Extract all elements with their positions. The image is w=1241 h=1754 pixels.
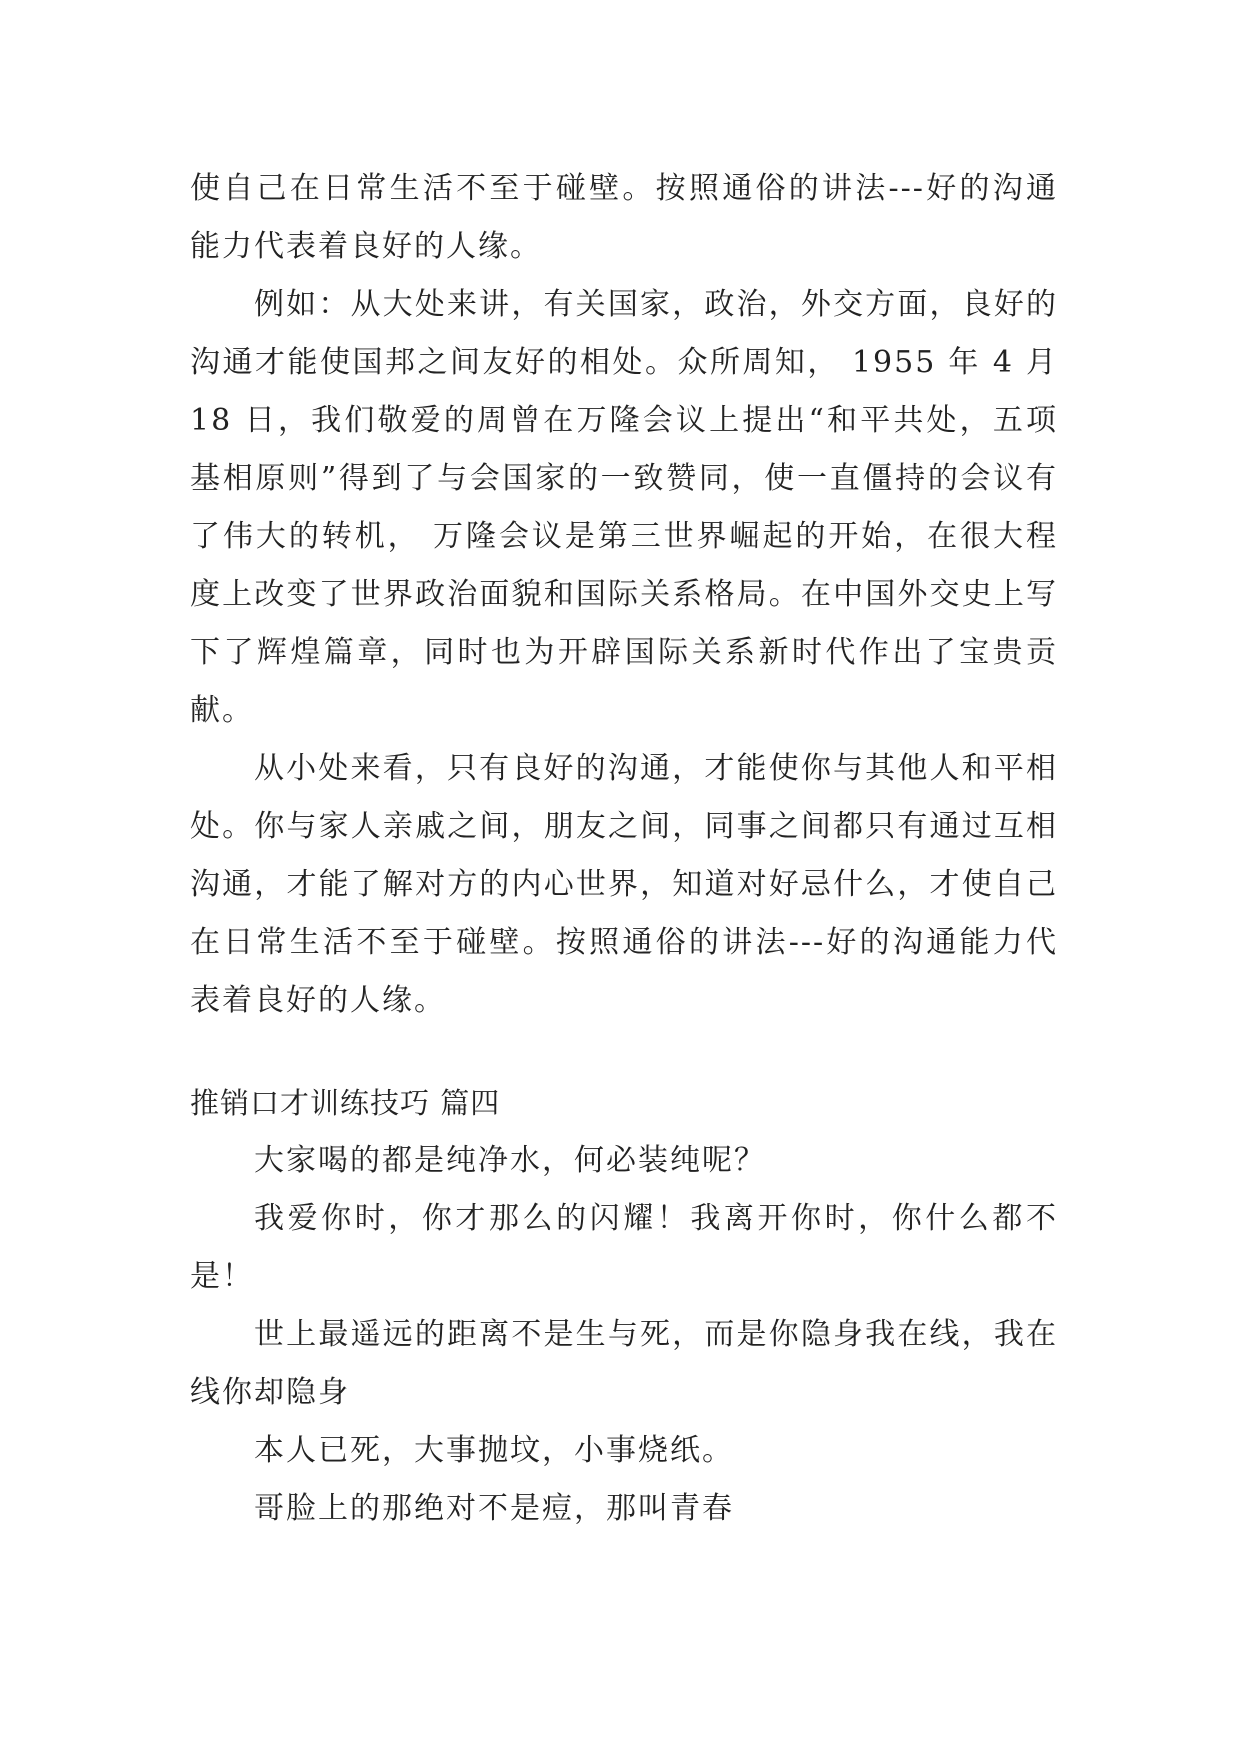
quote-3: 世上最遥远的距离不是生与死，而是你隐身我在线，我在线你却隐身: [190, 1317, 1058, 1410]
quote-4: 本人已死，大事抛坟，小事烧纸。: [254, 1433, 734, 1468]
paragraph-1: 使自己在日常生活不至于碰壁。按照通俗的讲法---好的沟通能力代表着良好的人缘。: [190, 171, 1058, 264]
document-page: [190, 160, 1058, 1538]
section-heading: 推销口才训练技巧 篇四: [190, 1086, 501, 1120]
quote-1: 大家喝的都是纯净水，何必装纯呢？: [254, 1143, 766, 1178]
quote-2: 我爱你时，你才那么的闪耀！我离开你时，你什么都不是！: [190, 1201, 1058, 1294]
quote-5: 哥脸上的那绝对不是痘，那叫青春: [254, 1491, 734, 1526]
paragraph-3: 从小处来看，只有良好的沟通，才能使你与其他人和平相处。你与家人亲戚之间，朋友之间，同事之间都只有通过互相沟通，才能了解对方的内心世界，知道对好忌什么，才使自己在日常生活不至于碰壁。按照通俗的讲法---好的沟通能力代表着良好的人缘。: [190, 751, 1058, 1018]
paragraph-2: 例如：从大处来讲，有关国家，政治，外交方面，良好的沟通才能使国邦之间友好的相处。众所周知， 1955 年 4 月 18 日，我们敬爱的周曾在万隆会议上提出“和平共处，五项基相原则”得到了与会国家的一致赞同，使一直僵持的会议有了伟大的转机， 万隆会议是第三世界崛起的开始，在很大程度上改变了世界政治面貌和国际关系格局。在中国外交史上写下了辉煌篇章，同时也为开辟国际关系新时代作出了宝贵贡献。: [190, 287, 1058, 728]
